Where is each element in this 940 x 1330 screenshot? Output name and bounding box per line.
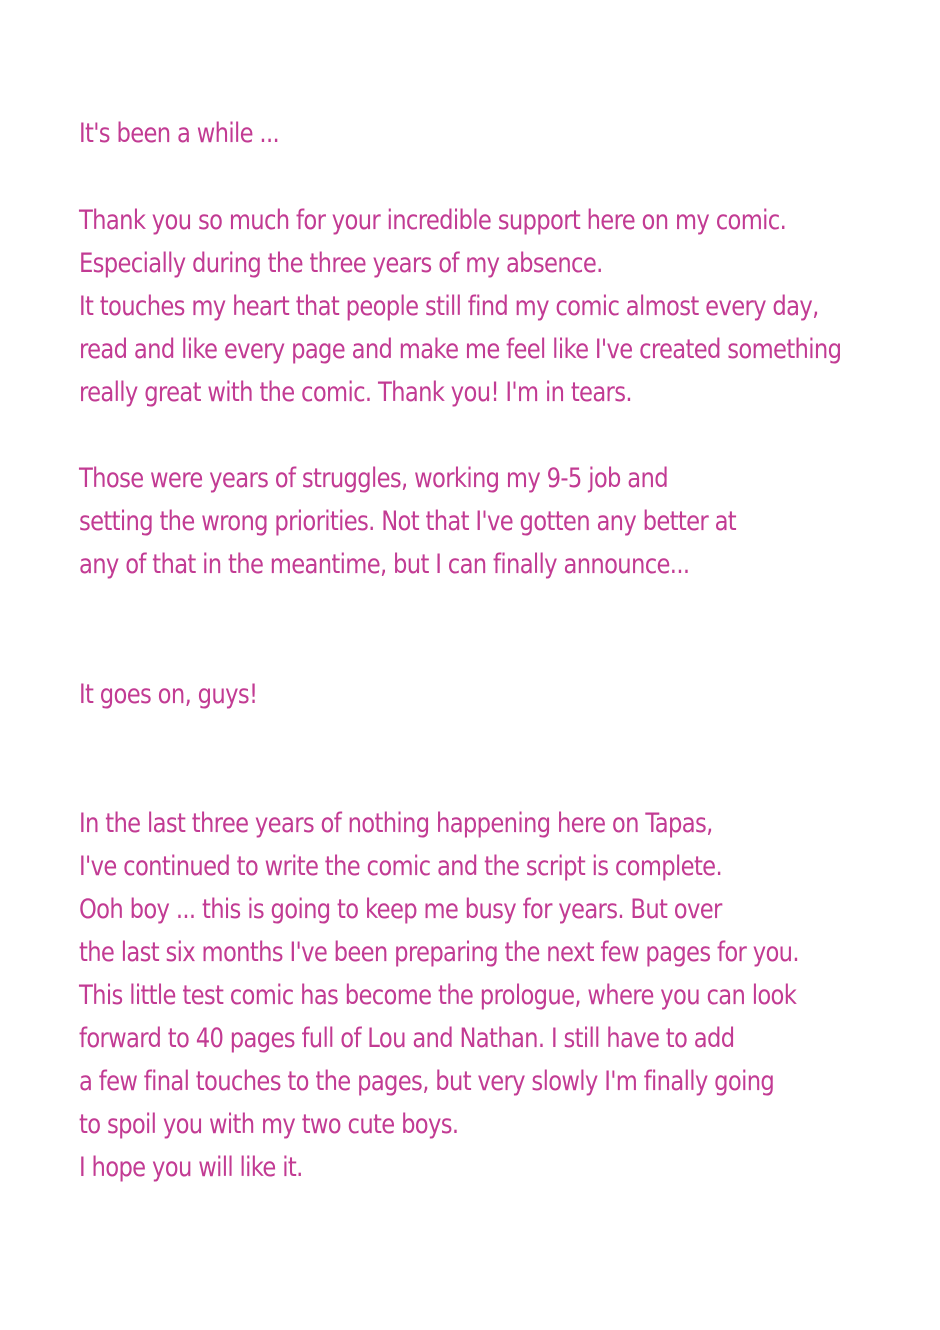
paragraph-3-line-4: the last six months I've been preparing the next few pages for you. [79, 937, 799, 968]
announcement-line: It goes on, guys! [79, 679, 258, 710]
paragraph-3-line-6: forward to 40 pages full of Lou and Nathan. I still have to add [79, 1023, 735, 1054]
paragraph-2-line-2: setting the wrong priorities. Not that I've gotten any better at [79, 506, 737, 537]
paragraph-1-line-1: Thank you so much for your incredible support here on my comic. [79, 205, 787, 236]
paragraph-1-line-4: read and like every page and make me feel like I've created something [79, 334, 842, 365]
paragraph-2-line-1: Those were years of struggles, working my 9-5 job and [79, 463, 668, 494]
paragraph-3-line-9: I hope you will like it. [79, 1152, 303, 1183]
paragraph-2-line-3: any of that in the meantime, but I can finally announce... [79, 549, 690, 580]
paragraph-3-line-7: a few final touches to the pages, but very slowly I'm finally going [79, 1066, 775, 1097]
paragraph-3-line-1: In the last three years of nothing happening here on Tapas, [79, 808, 713, 839]
opening-line: It's been a while ... [79, 118, 280, 149]
paragraph-1-line-2: Especially during the three years of my absence. [79, 248, 603, 279]
paragraph-3-line-2: I've continued to write the comic and the script is complete. [79, 851, 722, 882]
paragraph-1-line-3: It touches my heart that people still find my comic almost every day, [79, 291, 819, 322]
paragraph-3-line-8: to spoil you with my two cute boys. [79, 1109, 459, 1140]
paragraph-3-line-3: Ooh boy ... this is going to keep me busy for years. But over [79, 894, 722, 925]
paragraph-3-line-5: This little test comic has become the prologue, where you can look [79, 980, 797, 1011]
paragraph-1-line-5: really great with the comic. Thank you! I'm in tears. [79, 377, 632, 408]
